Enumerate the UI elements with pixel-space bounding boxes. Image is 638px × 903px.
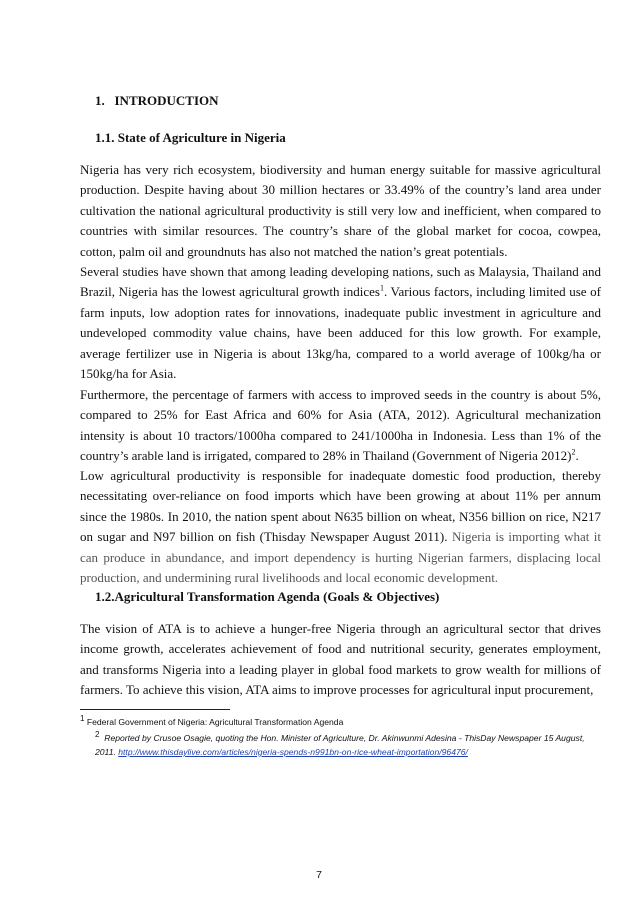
footnote-2-mark: 2 [95, 730, 100, 740]
paragraph-4-text-a: Low agricultural productivity is responsible for inadequate domestic food production, thereby necessitating over-reliance on food imports which have been growing at about 11% per annum since the 1980s. In 2010, the nation spent about N635 billion on wheat, N356 billion on rice, N217 on sugar and N97 billion on fish (Thisday Newspaper August 2011). [80, 468, 601, 545]
footnote-ref-1: 1 [379, 284, 384, 294]
paragraph-3-text-a: Furthermore, the percentage of farmers with access to improved seeds in the country is about 5%, compared to 25% for East Africa and 60% for Asia (ATA, 2012). Agricultural mechanization intensity is about 10 tractors/1000ha compared to 241/1000ha in Indonesia. Less than 1% of the country’s arable land is irrigated, compared to 28% in Thailand (Government of Nigeria 2012) [80, 387, 601, 464]
paragraph-4-text-b: Nigeria is importing what it can produce in abundance, and import dependency is hurting Nigerian farmers, displacing local production, and undermining rural livelihoods and local economic development. [80, 529, 602, 586]
paragraph-4 [80, 466, 601, 588]
footnote-2-link[interactable]: http://www.thisdaylive.com/articles/nigeria-spends-n991bn-on-rice-wheat-importation/96476/ [118, 747, 468, 757]
section-heading-introduction: 1. INTRODUCTION [95, 93, 219, 108]
subsection-heading-ata-goals: 1.2.Agricultural Transformation Agenda (Goals & Objectives) [95, 589, 440, 604]
paragraph-3 [80, 385, 601, 467]
subsection-heading-state-of-agriculture: 1.1. State of Agriculture in Nigeria [95, 130, 286, 145]
page-number: 7 [316, 869, 322, 881]
footnote-ref-2: 2 [571, 447, 576, 457]
paragraph-2-text-b: . Various factors, including limited use of farm inputs, low adoption rates for innovations, inadequate public investment in agriculture and undeveloped commodity value chains, have been adduced for this low growth. For example, average fertilizer use in Nigeria is about 13kg/ha, compared to a world average of 100kg/ha or 150kg/ha for Asia. [80, 284, 601, 382]
footnote-1-text: Federal Government of Nigeria: Agricultural Transformation Agenda [86, 717, 344, 727]
footnote-2-text: Reported by Crusoe Osagie, quoting the Hon. Minister of Agriculture, Dr. Akinwunmi Adesina - ThisDay Newspaper 15 August, 2011. [95, 733, 585, 757]
footnote-2 [95, 731, 601, 759]
footnote-1-mark: 1 [80, 714, 85, 724]
paragraph-3-text-b: . [575, 448, 579, 464]
footnote-separator [80, 709, 230, 710]
paragraph-2-text-a: Several studies have shown that among leading developing nations, such as Malaysia, Thailand and Brazil, Nigeria has the lowest agricultural growth indices [80, 264, 601, 300]
footnote-1 [80, 715, 343, 729]
paragraph-1: Nigeria has very rich ecosystem, biodiversity and human energy suitable for massive agricultural production. Despite having about 30 million hectares or 33.49% of the country’s land area under cultivation the national agricultural productivity is still very low and inefficient, when compared to countries with similar resources. The country’s share of the global market for cocoa, cowpea, cotton, palm oil and groundnuts has also not matched the nation’s great potentials. [80, 162, 601, 259]
paragraph-5: The vision of ATA is to achieve a hunger-free Nigeria through an agricultural sector that drives income growth, accelerates achievement of food and nutritional security, generates employment, and transforms Nigeria into a leading player in global food markets to grow wealth for millions of farmers. To achieve this vision, ATA aims to improve processes for agricultural input procurement, [80, 621, 601, 698]
paragraph-2 [80, 262, 601, 384]
